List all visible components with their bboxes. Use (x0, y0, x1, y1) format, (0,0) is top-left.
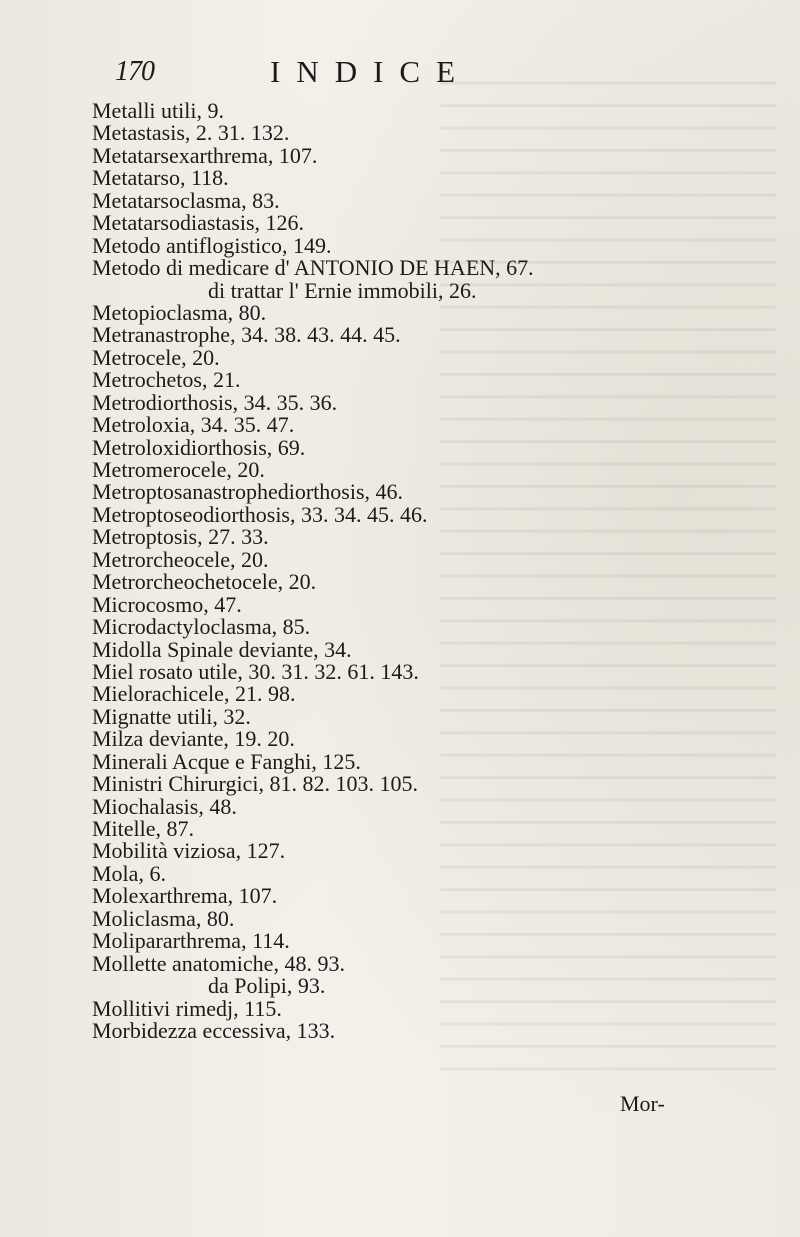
index-entry (92, 995, 712, 1021)
entry-page-refs: , 149. (282, 232, 332, 258)
entry-term: Molexarthrema (92, 883, 228, 909)
entry-term: Metastasis (92, 120, 185, 146)
entry-page-refs: , 107. (227, 883, 278, 909)
entry-page-refs: , 32. (212, 703, 251, 729)
entry-term: Metatarsoclasma (92, 187, 242, 213)
entry-page-refs: , 69. (266, 434, 306, 460)
entry-page-refs: , 34. 38. 43. 44. 45. (230, 322, 401, 348)
entry-page-refs: , 93. (286, 973, 326, 999)
entry-term: di trattar l' Ernie immobili (208, 277, 439, 303)
index-entry (92, 748, 712, 774)
index-entry (92, 683, 712, 705)
entry-page-refs: , 34. (313, 636, 352, 662)
index-entry (92, 703, 712, 729)
index-entry (92, 277, 712, 303)
entry-term: Moliclasma (92, 905, 196, 931)
entry-page-refs: , 115. (233, 995, 282, 1021)
index-entry (92, 344, 712, 370)
entry-page-refs: , 33. 34. 45. 46. (290, 501, 428, 527)
entry-page-refs: , 27. 33. (197, 524, 269, 550)
entry-term: Mielorachicele (92, 681, 224, 707)
entry-term: Metrochetos (92, 367, 202, 393)
entry-term: Metroptosanastrophediorthosis (92, 479, 365, 505)
index-entry (92, 571, 712, 593)
running-title: INDICE (270, 54, 472, 89)
entry-term: Microdactyloclasma (92, 614, 272, 640)
entry-page-refs: , 20. (277, 569, 317, 595)
entry-page-refs: , 133. (285, 1017, 336, 1043)
entry-term: Midolla Spinale deviante (92, 636, 314, 662)
entry-term: Metatarsodiastasis (92, 210, 255, 236)
entry-term: Mollitivi rimedj (92, 995, 234, 1021)
entry-page-refs: , 20. (226, 457, 265, 482)
entry-term: Mollette anatomiche (92, 950, 274, 976)
index-entry (92, 212, 712, 234)
entry-page-refs: , 48. (198, 793, 237, 819)
entry-term: Metalli utili (92, 98, 197, 123)
index-entry (92, 818, 712, 840)
entry-term: Metrodiorthosis (92, 389, 233, 415)
index-entry (92, 885, 712, 907)
index-entry (92, 100, 712, 122)
index-entry (92, 930, 712, 952)
entry-term: Metroloxia (92, 412, 190, 438)
entry-term: Metatarsexarthrema (92, 142, 268, 168)
index-entry (92, 950, 712, 976)
entry-page-refs: , 9. (196, 98, 224, 123)
entry-term: Metroptoseodiorthosis (92, 501, 290, 527)
entry-page-refs: , 87. (155, 816, 195, 841)
entry-page-refs: , 34. 35. 47. (189, 412, 295, 438)
entry-term: Metranastrophe (92, 322, 231, 348)
entry-term: Mobilità viziosa (92, 838, 236, 864)
entry-page-refs: , 19. 20. (223, 726, 295, 752)
entry-page-refs: , 20. (230, 546, 269, 572)
entry-page-refs: , 6. (138, 860, 166, 886)
index-entry (92, 414, 712, 436)
entry-term: Mola (92, 860, 139, 886)
index-entry (92, 232, 712, 258)
page-header (115, 56, 715, 96)
index-entry (92, 389, 712, 415)
index-entry (92, 591, 712, 617)
entry-term: Metodo di medicare d' ANTONIO DE HAEN (92, 255, 496, 281)
entry-page-refs: , 20. (181, 344, 220, 370)
entry-page-refs: , 118. (179, 165, 229, 191)
entry-page-refs: , 80. (195, 905, 235, 931)
index-entry (92, 324, 712, 346)
entry-page-refs: , 48. 93. (273, 950, 345, 976)
index-entry (92, 728, 712, 750)
index-entry (92, 773, 712, 795)
entry-page-refs: , 80. (227, 299, 267, 325)
entry-page-refs: , 67. (495, 255, 534, 281)
entry-term: Microcosmo (92, 591, 204, 617)
index-entry (92, 860, 712, 886)
entry-page-refs: , 2. 31. 132. (184, 120, 290, 146)
entry-term: Minerali Acque e Fanghi (92, 748, 312, 774)
page-number: 170 (115, 56, 154, 87)
index-entry (92, 616, 712, 638)
entry-term: da Polipi (208, 973, 287, 999)
entry-page-refs: , 47. (203, 591, 242, 617)
entry-page-refs: , 114. (241, 928, 290, 954)
index-entry (92, 142, 712, 168)
index-entry (92, 187, 712, 213)
entry-term: Metodo antiflogistico (92, 232, 283, 258)
entry-term: Miochalasis (92, 793, 199, 819)
index-entries (92, 100, 712, 1042)
entry-page-refs: , 83. (241, 187, 280, 213)
index-entry (92, 546, 712, 572)
entry-page-refs: , 85. (271, 614, 311, 640)
entry-page-refs: , 125. (311, 748, 361, 774)
entry-term: Metroloxidiorthosis (92, 434, 267, 460)
index-entry (92, 1017, 712, 1043)
index-entry (92, 840, 712, 862)
entry-page-refs: , 107. (267, 142, 318, 168)
entry-page-refs: , 81. 82. 103. 105. (258, 771, 418, 797)
index-entry (92, 636, 712, 662)
entry-page-refs: , 30. 31. 32. 61. 143. (237, 658, 419, 684)
entry-page-refs: , 34. 35. 36. (232, 389, 338, 415)
index-entry (92, 167, 712, 189)
entry-term: Miel rosato utile (92, 658, 238, 684)
entry-term: Metromerocele (92, 457, 227, 482)
entry-term: Mitelle (92, 816, 156, 841)
index-entry (92, 299, 712, 325)
index-entry (92, 434, 712, 460)
entry-term: Mignatte utili (92, 703, 213, 729)
index-entry (92, 459, 712, 481)
entry-page-refs: , 126. (254, 210, 305, 236)
entry-term: Metroptosis (92, 524, 198, 550)
entry-page-refs: , 127. (235, 838, 286, 864)
index-entry (92, 793, 712, 819)
index-entry (92, 975, 712, 997)
entry-term: Metopioclasma (92, 299, 228, 325)
entry-term: Molipararthrema (92, 928, 242, 954)
entry-term: Morbidezza eccessiva (92, 1017, 286, 1043)
entry-page-refs: , 21. 98. (223, 681, 296, 707)
index-entry (92, 122, 712, 144)
entry-term: Metrorcheochetocele (92, 569, 278, 595)
entry-page-refs: , 21. (201, 367, 241, 393)
entry-term: Milza deviante (92, 726, 224, 752)
entry-page-refs: , 26. (438, 277, 477, 303)
index-entry (92, 905, 712, 931)
index-entry (92, 369, 712, 391)
index-entry (92, 481, 712, 503)
index-entry (92, 526, 712, 548)
index-entry (92, 257, 712, 279)
entry-term: Ministri Chirurgici (92, 771, 259, 797)
entry-term: Metatarso (92, 165, 180, 191)
catchword: Mor- (620, 1091, 665, 1116)
entry-term: Metrorcheocele (92, 546, 231, 572)
index-entry (92, 658, 712, 684)
entry-term: Metrocele (92, 344, 182, 370)
index-entry (92, 501, 712, 527)
entry-page-refs: , 46. (364, 479, 404, 505)
